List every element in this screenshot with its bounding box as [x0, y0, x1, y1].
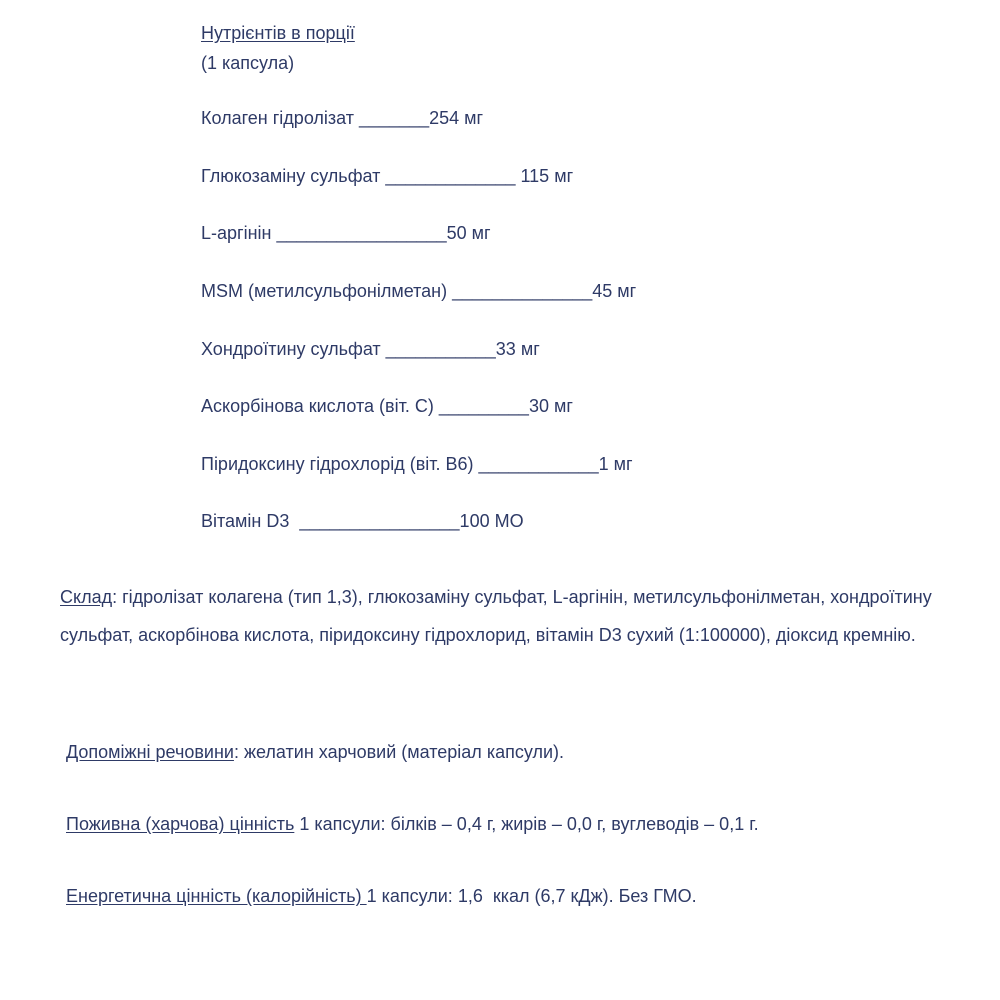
serving-title: Нутрієнтів в порції	[201, 23, 355, 43]
nutrient-glucosamine: Глюкозаміну сульфат _____________ 115 мг	[201, 166, 574, 186]
excipients-label: Допоміжні речовини	[66, 742, 234, 762]
energy-text: 1 капсули: 1,6 ккал (6,7 кДж). Без ГМО.	[366, 886, 697, 906]
excipients-text: : желатин харчовий (матеріал капсули).	[233, 742, 564, 762]
nutrient-vitamin-c: Аскорбінова кислота (віт. С) _________30 мг	[201, 396, 573, 416]
nutrient-collagen: Колаген гідролізат _______254 мг	[201, 108, 484, 128]
nutrition-paragraph	[66, 809, 966, 839]
nutrient-msm: MSM (метилсульфонілметан) ______________45 мг	[201, 281, 637, 301]
serving-header	[201, 18, 961, 78]
nutrient-arginine: L-аргінін _________________50 мг	[201, 223, 491, 243]
nutrient-vitamin-b6: Піридоксину гідрохлорід (віт. В6) ____________1 мг	[201, 454, 633, 474]
energy-label: Енергетична цінність (калорійність)	[66, 886, 367, 906]
composition-label: Склад	[60, 587, 113, 607]
nutrient-chondroitin: Хондроїтину сульфат ___________33 мг	[201, 339, 540, 359]
composition-text: : гідролізат колагена (тип 1,3), глюкозаміну сульфат, L-аргінін, метилсульфонілметан, хондроїтину сульфат, аскорбінова кислота, піридоксину гідрохлорид, вітамін D3 сухий (1:100000), діоксид кремнію.	[60, 587, 932, 645]
nutrition-text: 1 капсули: білків – 0,4 г, жирів – 0,0 г, вуглеводів – 0,1 г.	[294, 814, 759, 834]
energy-paragraph	[66, 881, 966, 911]
serving-subtitle: (1 капсула)	[201, 53, 295, 73]
nutrition-label: Поживна (харчова) цінність	[66, 814, 295, 834]
excipients-paragraph	[66, 737, 966, 767]
nutrient-vitamin-d3: Вітамін D3 ________________100 МО	[201, 511, 524, 531]
composition-paragraph	[60, 578, 960, 654]
